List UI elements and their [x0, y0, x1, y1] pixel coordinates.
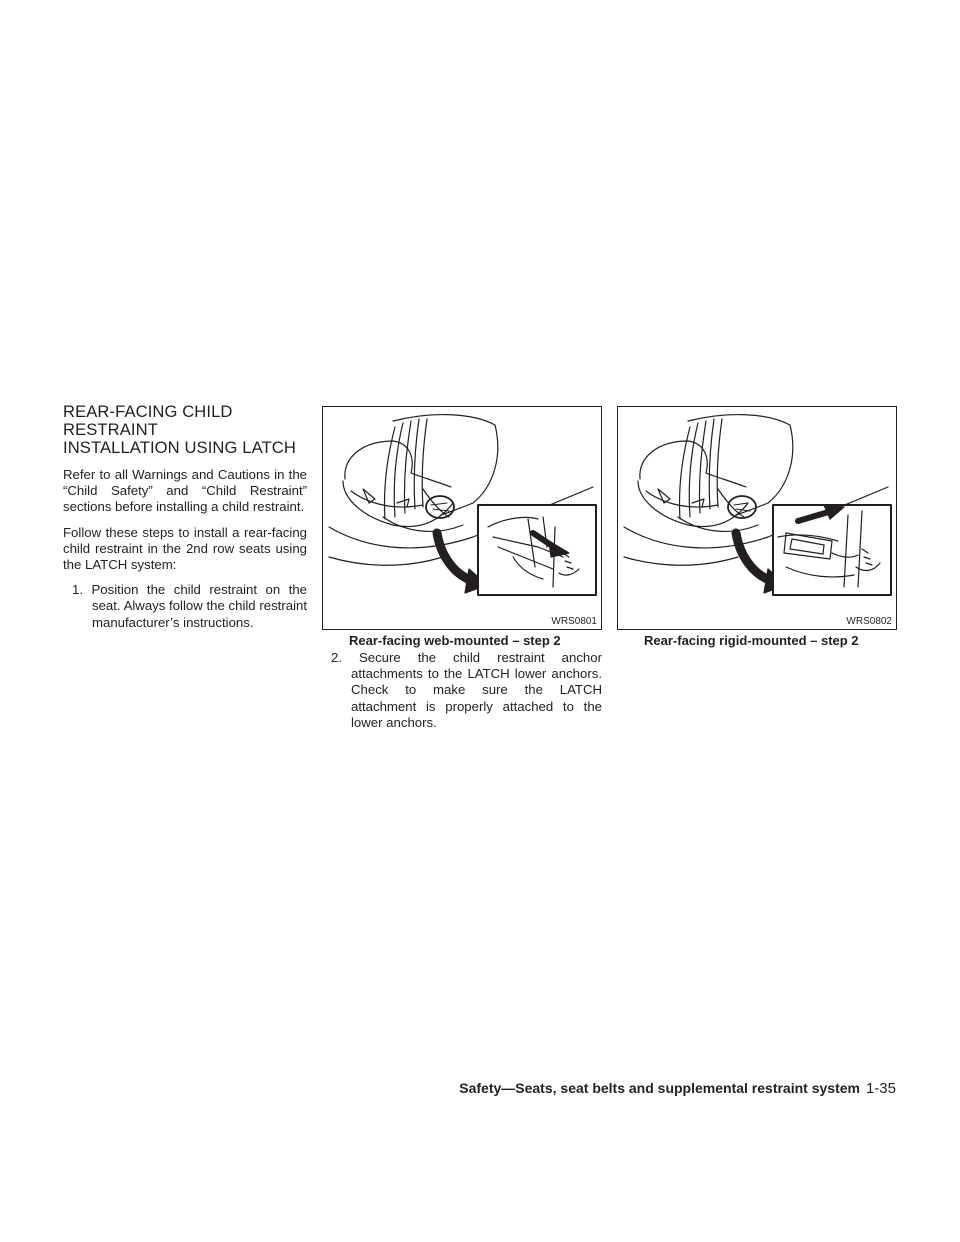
heading-line-1: REAR-FACING CHILD RESTRAINT [63, 402, 233, 439]
step-1: 1. Position the child restraint on the seat. Always follow the child restraint manufacturer’s instructions. [72, 582, 307, 630]
figure-caption: Rear-facing web-mounted – step 2 [349, 633, 561, 648]
page-footer [459, 1079, 896, 1098]
figure-caption: Rear-facing rigid-mounted – step 2 [644, 633, 859, 648]
page-number: 1-35 [865, 1080, 896, 1097]
figure-code: WRS0802 [846, 616, 892, 627]
footer-section-title: Safety—Seats, seat belts and supplemental restraint system [459, 1080, 860, 1096]
right-column [617, 406, 897, 648]
left-column [63, 403, 307, 631]
figure-web-mounted [322, 406, 602, 630]
step-2: 2. Secure the child restraint anchor attachments to the LATCH lower anchors. Check to make sure the LATCH attachment is properly attached to the lower anchors. [331, 650, 602, 730]
steps-intro-paragraph: Follow these steps to install a rear-facing child restraint in the 2nd row seats using the LATCH system: [63, 524, 307, 573]
rigid-mounted-illustration [618, 407, 897, 630]
section-heading [63, 403, 307, 457]
heading-line-2: INSTALLATION USING LATCH [63, 438, 296, 457]
web-mounted-illustration [323, 407, 602, 630]
figure-code: WRS0801 [551, 616, 597, 627]
middle-column [322, 406, 602, 731]
figure-rigid-mounted [617, 406, 897, 630]
intro-paragraph: Refer to all Warnings and Cautions in the “Child Safety” and “Child Restraint” sections before installing a child restraint. [63, 467, 307, 515]
